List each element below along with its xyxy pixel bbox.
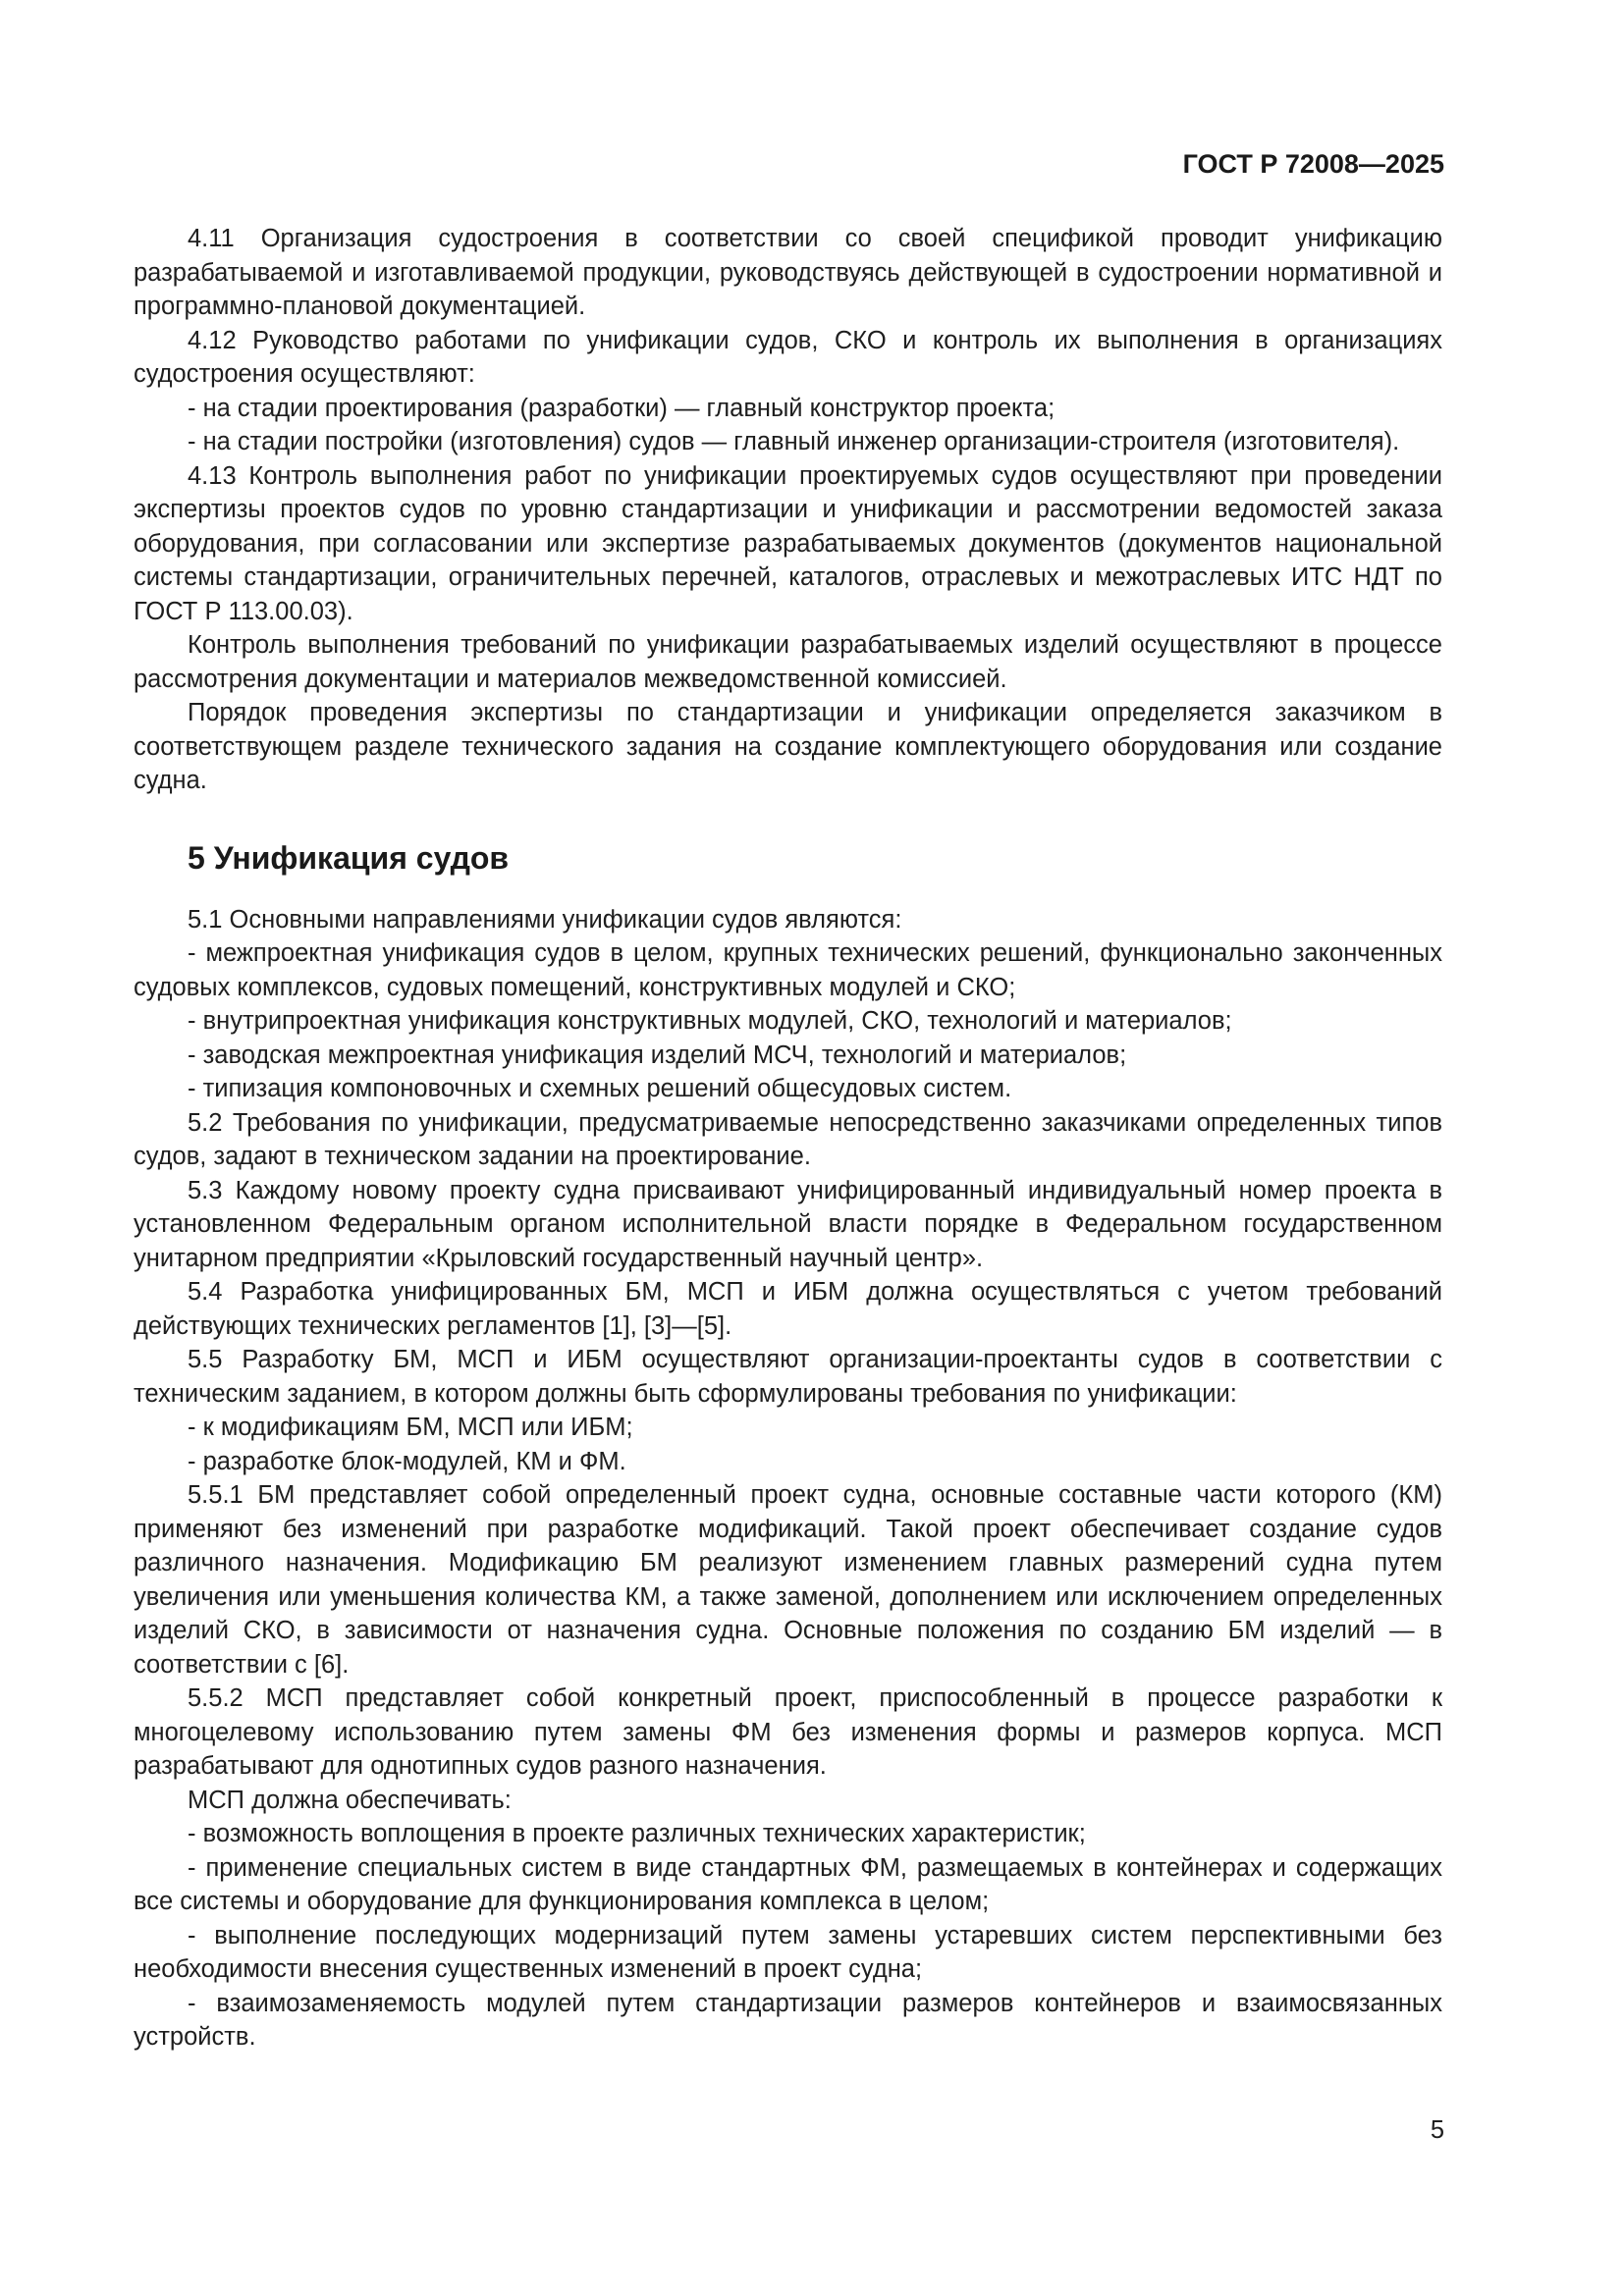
paragraph-5-5-2: 5.5.2 МСП представляет собой конкретный проект, приспособленный в процессе разработки к многоцелевому использованию путем замены ФМ без изменения формы и размеров корпуса. МСП разрабатывают для однотипных судов разного назначения. <box>134 1684 1442 1780</box>
paragraph-4-12: 4.12 Руководство работами по унификации судов, СКО и контроль их выполнения в организациях судостроения осуществляют: <box>134 326 1442 388</box>
page-number: 5 <box>1430 2116 1444 2144</box>
paragraph-4-13: 4.13 Контроль выполнения работ по унификации проектируемых судов осуществляют при проведении экспертизы проектов судов по уровню стандартизации и унификации и рассмотрении ведомостей заказа оборудования, при согласовании или экспертизе разрабатываемых документов (документов национальной системы стандартизации, ограничительных перечней, каталогов, отраслевых и межотраслевых ИТС НДТ по ГОСТ Р 113.00.03). <box>134 461 1442 625</box>
list-item: - межпроектная унификация судов в целом, крупных технических решений, функционально законченных судовых комплексов, судовых помещений, конструктивных модулей и СКО; <box>134 939 1442 1001</box>
paragraph-5-2: 5.2 Требования по унификации, предусматриваемые непосредственно заказчиками определенных типов судов, задают в техническом задании на проектирование. <box>134 1108 1442 1170</box>
list-item: - заводская межпроектная унификация изделий МСЧ, технологий и материалов; <box>188 1041 1127 1069</box>
paragraph-5-1: 5.1 Основными направлениями унификации судов являются: <box>188 905 902 934</box>
section-heading: 5 Унификация судов <box>188 839 510 876</box>
paragraph-4-11: 4.11 Организация судостроения в соответствии со своей спецификой проводит унификацию разрабатываемой и изготавливаемой продукции, руководствуясь действующей в судостроении нормативной и программно-плановой документацией. <box>134 225 1442 320</box>
paragraph-5-5: 5.5 Разработку БМ, МСП и ИБМ осуществляют организации-проектанты судов в соответствии с техническим заданием, в котором должны быть сформулированы требования по унификации: <box>134 1346 1442 1408</box>
paragraph-5-4: 5.4 Разработка унифицированных БМ, МСП и ИБМ должна осуществляться с учетом требований действующих технических регламентов [1], [3]—[5]. <box>134 1278 1442 1340</box>
list-item: - к модификациям БМ, МСП или ИБМ; <box>188 1414 633 1441</box>
list-item: - применение специальных систем в виде стандартных ФМ, размещаемых в контейнерах и содержащих все системы и оборудование для функционирования комплекса в целом; <box>134 1853 1442 1915</box>
list-item: - типизация компоновочных и схемных решений общесудовых систем. <box>188 1075 1012 1102</box>
list-item: - взаимозаменяемость модулей путем стандартизации размеров контейнеров и взаимосвязанных устройств. <box>134 1989 1442 2051</box>
list-item: - выполнение последующих модернизаций путем замены устаревших систем перспективными без необходимости внесения существенных изменений в проект судна; <box>134 1921 1442 1983</box>
list-item: - возможность воплощения в проекте различных технических характеристик; <box>188 1820 1086 1847</box>
list-item: - на стадии проектирования (разработки) — главный конструктор проекта; <box>188 394 1056 422</box>
paragraph: МСП должна обеспечивать: <box>188 1786 512 1814</box>
list-item: - внутрипроектная унификация конструктивных модулей, СКО, технологий и материалов; <box>188 1007 1232 1035</box>
paragraph-5-3: 5.3 Каждому новому проекту судна присваивают унифицированный индивидуальный номер проекта в установленном Федеральным органом исполнительной власти порядке в Федеральном государственном унитарном предприятии «Крыловский государственный научный центр». <box>134 1176 1442 1272</box>
list-item: - на стадии постройки (изготовления) судов — главный инженер организации-строителя (изготовителя). <box>188 428 1400 455</box>
document-body <box>134 222 1442 2055</box>
paragraph: Порядок проведения экспертизы по стандартизации и унификации определяется заказчиком в соответствующем разделе технического задания на создание комплектующего оборудования или создание судна. <box>134 699 1442 794</box>
paragraph-5-5-1: 5.5.1 БМ представляет собой определенный проект судна, основные составные части которого (КМ) применяют без изменений при разработке модификаций. Такой проект обеспечивает создание судов различного назначения. Модификацию БМ реализуют изменением главных размерений судна путем увеличения или уменьшения количества КМ, а также заменой, дополнением или исключением определенных изделий СКО, в зависимости от назначения судна. Основные положения по созданию БМ изделий — в соответствии с [6]. <box>134 1481 1442 1679</box>
paragraph: Контроль выполнения требований по унификации разрабатываемых изделий осуществляют в процессе рассмотрения документации и материалов межведомственной комиссией. <box>134 631 1442 693</box>
list-item: - разработке блок-модулей, КМ и ФМ. <box>188 1447 626 1475</box>
document-code: ГОСТ Р 72008—2025 <box>1182 149 1444 179</box>
